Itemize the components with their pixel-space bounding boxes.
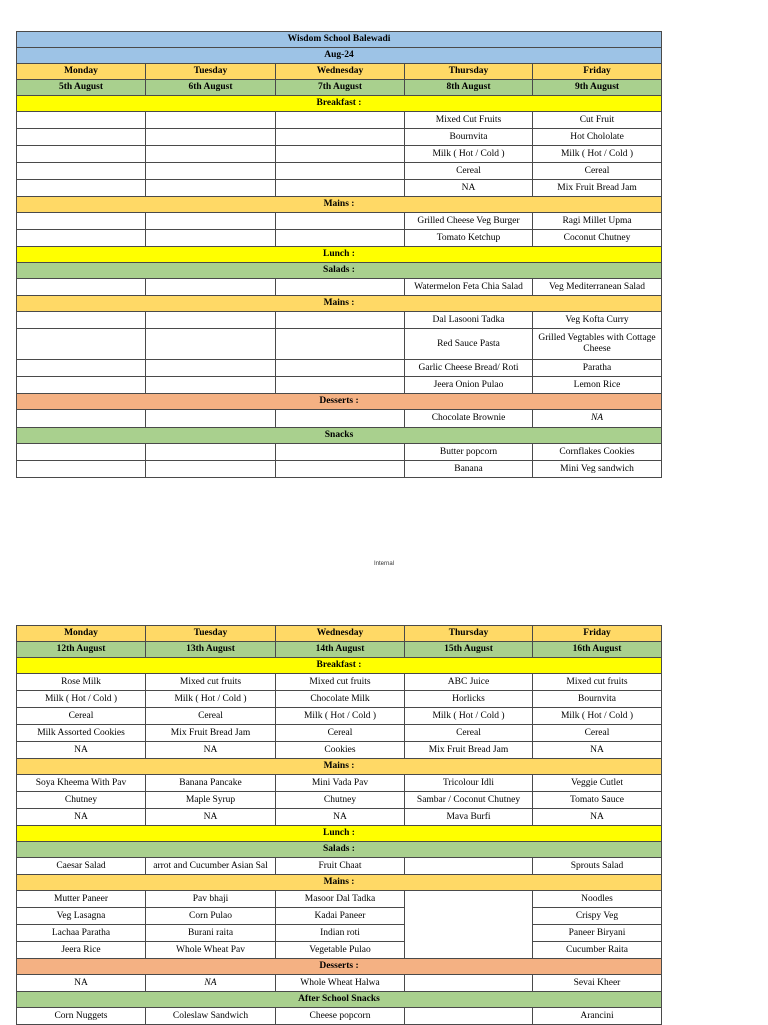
menu-cell: Lemon Rice: [533, 377, 662, 394]
menu-cell: Watermelon Feta Chia Salad: [405, 279, 533, 296]
menu-cell: [146, 444, 276, 461]
menu-cell: Milk Assorted Cookies: [17, 725, 146, 742]
menu-cell: [276, 360, 405, 377]
menu-cell: NA: [17, 809, 146, 826]
menu-cell: Mix Fruit Bread Jam: [146, 725, 276, 742]
menu-row: [17, 461, 662, 478]
menu-cell: [276, 444, 405, 461]
menu-cell: Caesar Salad: [17, 858, 146, 875]
menu-cell: [276, 129, 405, 146]
menu-cell: ABC Juice: [405, 674, 533, 691]
menu-cell: Corn Pulao: [146, 908, 276, 925]
menu-cell: Grilled Vegtables with Cottage Cheese: [533, 329, 662, 360]
menu-cell: Tomato Sauce: [533, 792, 662, 809]
holiday-cell: [405, 891, 533, 959]
menu-cell: [17, 163, 146, 180]
menu-row: [17, 792, 662, 809]
menu-cell: Hot Chololate: [533, 129, 662, 146]
menu-cell: [276, 180, 405, 197]
menu-cell: [17, 444, 146, 461]
menu-cell: Dal Lasooni Tadka: [405, 312, 533, 329]
day-header: Thursday: [405, 626, 533, 642]
menu-cell: Mixed cut fruits: [533, 674, 662, 691]
menu-row: [17, 725, 662, 742]
day-header: Friday: [533, 626, 662, 642]
menu-cell: [276, 410, 405, 428]
menu-cell: Mixed cut fruits: [146, 674, 276, 691]
menu-row: [17, 742, 662, 759]
menu-cell: [146, 213, 276, 230]
menu-cell: Arancini: [533, 1008, 662, 1025]
menu-row: [17, 112, 662, 129]
date-cell: 13th August: [146, 642, 276, 658]
menu-cell: Indian roti: [276, 925, 405, 942]
menu-cell: [17, 329, 146, 360]
date-cell: 7th August: [276, 80, 405, 96]
menu-cell: [146, 279, 276, 296]
menu-cell: NA: [533, 410, 662, 428]
menu-cell: [17, 312, 146, 329]
menu-cell: [276, 279, 405, 296]
menu-cell: [146, 180, 276, 197]
day-header-row: [17, 626, 662, 642]
menu-cell: Sevai Kheer: [533, 975, 662, 992]
menu-cell: NA: [533, 809, 662, 826]
menu-cell: Whole Wheat Halwa: [276, 975, 405, 992]
menu-cell: Milk ( Hot / Cold ): [146, 691, 276, 708]
menu-cell: [17, 213, 146, 230]
menu-cell: Cheese popcorn: [276, 1008, 405, 1025]
menu-cell: NA: [276, 809, 405, 826]
menu-cell: Maple Syrup: [146, 792, 276, 809]
menu-cell: [146, 163, 276, 180]
menu-cell: NA: [146, 742, 276, 759]
menu-cell: Mini Veg sandwich: [533, 461, 662, 478]
day-header: Monday: [17, 64, 146, 80]
menu-cell: [17, 410, 146, 428]
menu-cell: Cereal: [17, 708, 146, 725]
menu-cell: [17, 461, 146, 478]
menu-cell: Bournvita: [405, 129, 533, 146]
menu-cell: Cut Fruit: [533, 112, 662, 129]
menu-cell: [276, 312, 405, 329]
menu-cell: Crispy Veg: [533, 908, 662, 925]
menu-cell: Milk ( Hot / Cold ): [405, 708, 533, 725]
menu-cell: NA: [533, 742, 662, 759]
menu-cell: [17, 230, 146, 247]
menu-cell: Jeera Rice: [17, 942, 146, 959]
section-row: [17, 842, 662, 858]
menu-cell: Milk ( Hot / Cold ): [405, 146, 533, 163]
menu-cell: Mixed Cut Fruits: [405, 112, 533, 129]
section-row: [17, 428, 662, 444]
menu-cell: [276, 230, 405, 247]
section-header: Lunch :: [17, 247, 662, 263]
internal-label: Internal: [373, 561, 394, 567]
menu-cell: [146, 129, 276, 146]
menu-cell: [146, 410, 276, 428]
week1-menu-table: [16, 31, 662, 478]
menu-cell: [276, 213, 405, 230]
section-header: Mains :: [17, 759, 662, 775]
section-header: Salads :: [17, 263, 662, 279]
day-header: Monday: [17, 626, 146, 642]
menu-cell: Cucumber Raita: [533, 942, 662, 959]
date-cell: 16th August: [533, 642, 662, 658]
menu-row: [17, 975, 662, 992]
week2-menu-table: [16, 625, 662, 1025]
menu-cell: Cereal: [276, 725, 405, 742]
menu-cell: Veggie Cutlet: [533, 775, 662, 792]
menu-cell: Milk ( Hot / Cold ): [17, 691, 146, 708]
menu-row: [17, 163, 662, 180]
date-cell: 8th August: [405, 80, 533, 96]
menu-cell: Cookies: [276, 742, 405, 759]
menu-cell: Rose Milk: [17, 674, 146, 691]
menu-cell: [146, 360, 276, 377]
menu-row: [17, 129, 662, 146]
menu-cell: Burani raita: [146, 925, 276, 942]
date-row: [17, 642, 662, 658]
menu-cell: Veg Lasagna: [17, 908, 146, 925]
date-cell: 12th August: [17, 642, 146, 658]
menu-cell: Kadai Paneer: [276, 908, 405, 925]
section-row: [17, 875, 662, 891]
menu-cell: Cornflakes Cookies: [533, 444, 662, 461]
menu-row: [17, 858, 662, 875]
day-header: Wednesday: [276, 626, 405, 642]
menu-cell: Lachaa Paratha: [17, 925, 146, 942]
menu-cell: Mava Burfi: [405, 809, 533, 826]
day-header: Wednesday: [276, 64, 405, 80]
date-cell: 6th August: [146, 80, 276, 96]
menu-cell: Sprouts Salad: [533, 858, 662, 875]
menu-cell: Coconut Chutney: [533, 230, 662, 247]
menu-cell: Soya Kheema With Pav: [17, 775, 146, 792]
menu-row: [17, 691, 662, 708]
menu-cell: Mutter Paneer: [17, 891, 146, 908]
menu-row: [17, 180, 662, 197]
menu-cell: arrot and Cucumber Asian Sal: [146, 858, 276, 875]
menu-cell: Chocolate Brownie: [405, 410, 533, 428]
menu-cell: Banana Pancake: [146, 775, 276, 792]
menu-cell: Pav bhaji: [146, 891, 276, 908]
menu-cell: NA: [146, 975, 276, 992]
menu-cell: Ragi Millet Upma: [533, 213, 662, 230]
menu-cell: Corn Nuggets: [17, 1008, 146, 1025]
menu-cell: [17, 377, 146, 394]
menu-cell: Milk ( Hot / Cold ): [533, 708, 662, 725]
menu-row: [17, 410, 662, 428]
menu-row: [17, 775, 662, 792]
menu-row: [17, 942, 662, 959]
section-header: Snacks: [17, 428, 662, 444]
section-row: [17, 296, 662, 312]
menu-cell: Cereal: [533, 163, 662, 180]
menu-cell: Banana: [405, 461, 533, 478]
section-header: Desserts :: [17, 394, 662, 410]
section-row: [17, 394, 662, 410]
section-row: [17, 759, 662, 775]
menu-row: [17, 908, 662, 925]
menu-cell: Jeera Onion Pulao: [405, 377, 533, 394]
menu-cell: Bournvita: [533, 691, 662, 708]
menu-cell: [17, 112, 146, 129]
menu-row: [17, 1008, 662, 1025]
menu-cell: Mix Fruit Bread Jam: [405, 742, 533, 759]
menu-cell: Vegetable Pulao: [276, 942, 405, 959]
section-row: [17, 197, 662, 213]
menu-cell: Grilled Cheese Veg Burger: [405, 213, 533, 230]
menu-cell: Chocolate Milk: [276, 691, 405, 708]
menu-cell: Whole Wheat Pav: [146, 942, 276, 959]
menu-cell: [17, 129, 146, 146]
menu-row: [17, 925, 662, 942]
menu-cell: Horlicks: [405, 691, 533, 708]
menu-cell: Milk ( Hot / Cold ): [533, 146, 662, 163]
section-row: [17, 959, 662, 975]
menu-cell: Coleslaw Sandwich: [146, 1008, 276, 1025]
menu-cell: Mini Vada Pav: [276, 775, 405, 792]
date-row: [17, 80, 662, 96]
menu-cell: Chutney: [17, 792, 146, 809]
section-header: Breakfast :: [17, 658, 662, 674]
section-header: After School Snacks: [17, 992, 662, 1008]
menu-cell: Cereal: [533, 725, 662, 742]
date-cell: 9th August: [533, 80, 662, 96]
menu-row: [17, 809, 662, 826]
date-cell: 5th August: [17, 80, 146, 96]
menu-cell: [146, 329, 276, 360]
menu-cell: Masoor Dal Tadka: [276, 891, 405, 908]
menu-month: Aug-24: [17, 48, 662, 64]
menu-cell: Red Sauce Pasta: [405, 329, 533, 360]
day-header: Friday: [533, 64, 662, 80]
menu-cell: [146, 146, 276, 163]
menu-cell: NA: [17, 742, 146, 759]
menu-cell: [276, 329, 405, 360]
menu-row: [17, 377, 662, 394]
section-header: Breakfast :: [17, 96, 662, 112]
date-cell: 15th August: [405, 642, 533, 658]
menu-cell: Sambar / Coconut Chutney: [405, 792, 533, 809]
section-header: Mains :: [17, 197, 662, 213]
menu-cell: Chutney: [276, 792, 405, 809]
menu-cell: Fruit Chaat: [276, 858, 405, 875]
menu-cell: [276, 163, 405, 180]
section-row: [17, 992, 662, 1008]
menu-cell: [405, 1008, 533, 1025]
day-header: Tuesday: [146, 64, 276, 80]
menu-cell: Tomato Ketchup: [405, 230, 533, 247]
menu-row: [17, 329, 662, 360]
menu-row: [17, 279, 662, 296]
section-header: Salads :: [17, 842, 662, 858]
school-name: Wisdom School Balewadi: [17, 32, 662, 48]
section-header: Lunch :: [17, 826, 662, 842]
menu-cell: Milk ( Hot / Cold ): [276, 708, 405, 725]
menu-cell: Tricolour Idli: [405, 775, 533, 792]
menu-cell: Noodles: [533, 891, 662, 908]
section-header: Desserts :: [17, 959, 662, 975]
menu-row: [17, 213, 662, 230]
day-header: Thursday: [405, 64, 533, 80]
menu-row: [17, 674, 662, 691]
section-row: [17, 96, 662, 112]
menu-cell: Paratha: [533, 360, 662, 377]
menu-cell: [146, 377, 276, 394]
menu-row: [17, 444, 662, 461]
menu-row: [17, 360, 662, 377]
menu-cell: Paneer Biryani: [533, 925, 662, 942]
menu-cell: [146, 230, 276, 247]
menu-cell: Cereal: [405, 725, 533, 742]
menu-cell: Garlic Cheese Bread/ Roti: [405, 360, 533, 377]
menu-cell: Cereal: [405, 163, 533, 180]
menu-row: [17, 230, 662, 247]
menu-cell: [146, 461, 276, 478]
menu-cell: [17, 146, 146, 163]
menu-cell: [276, 377, 405, 394]
menu-cell: Veg Mediterranean Salad: [533, 279, 662, 296]
section-row: [17, 263, 662, 279]
section-header: Mains :: [17, 875, 662, 891]
section-row: [17, 826, 662, 842]
menu-cell: [17, 180, 146, 197]
menu-cell: NA: [17, 975, 146, 992]
menu-cell: NA: [146, 809, 276, 826]
menu-cell: [17, 279, 146, 296]
menu-row: [17, 708, 662, 725]
section-row: [17, 658, 662, 674]
menu-cell: [405, 858, 533, 875]
menu-cell: Butter popcorn: [405, 444, 533, 461]
menu-cell: [276, 112, 405, 129]
menu-cell: [17, 360, 146, 377]
menu-row: [17, 146, 662, 163]
menu-cell: Cereal: [146, 708, 276, 725]
day-header: Tuesday: [146, 626, 276, 642]
day-header-row: [17, 64, 662, 80]
menu-cell: [276, 461, 405, 478]
menu-cell: [146, 312, 276, 329]
menu-cell: Mix Fruit Bread Jam: [533, 180, 662, 197]
menu-cell: NA: [405, 180, 533, 197]
menu-cell: Mixed cut fruits: [276, 674, 405, 691]
section-header: Mains :: [17, 296, 662, 312]
menu-cell: [405, 975, 533, 992]
menu-row: [17, 312, 662, 329]
section-row: [17, 247, 662, 263]
menu-cell: [276, 146, 405, 163]
menu-row: [17, 891, 662, 908]
date-cell: 14th August: [276, 642, 405, 658]
menu-cell: Veg Kofta Curry: [533, 312, 662, 329]
menu-cell: [146, 112, 276, 129]
